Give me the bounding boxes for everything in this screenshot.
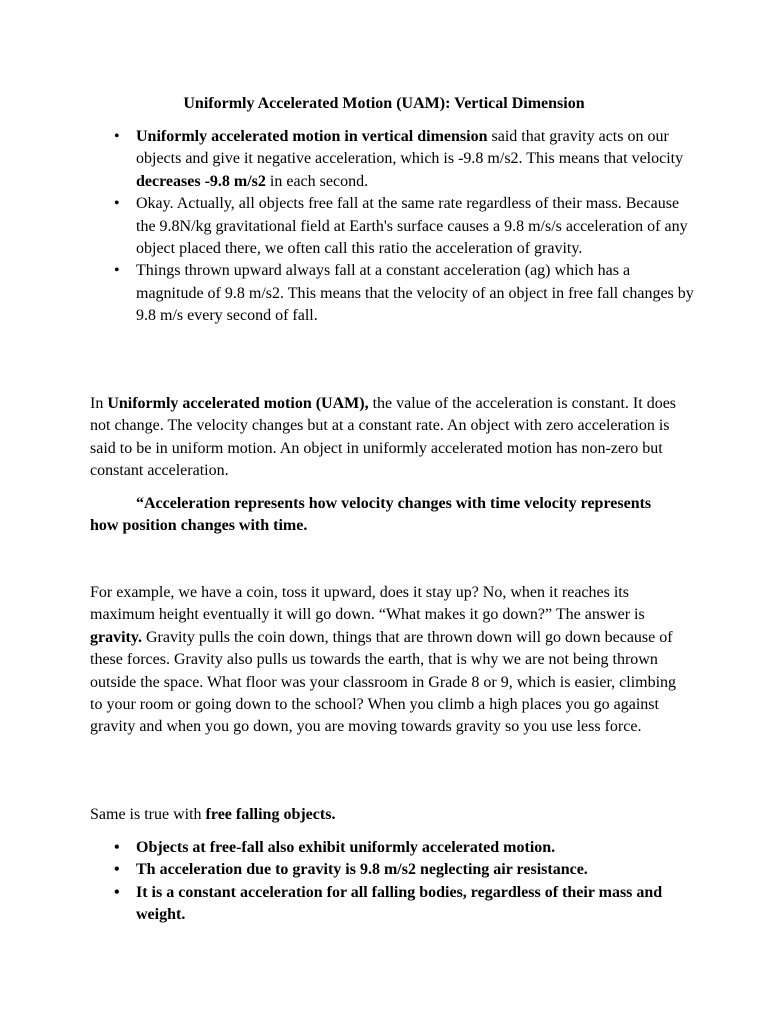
list-item: • Uniformly accelerated motion in vertical dimension said that gravity acts on our objects and give it negative acceleration, which is -9.8 m/s2. This means that velocity decreases -9.8 m/s2 in each second. — [136, 126, 696, 193]
gravity-facts-list — [136, 126, 696, 328]
list-item: • Objects at free-fall also exhibit uniformly accelerated motion. — [136, 837, 676, 859]
free-fall-list — [136, 837, 676, 927]
acceleration-quote: “Acceleration represents how velocity changes with time velocity represents how position changes with time. — [90, 495, 652, 535]
free-fall-intro: Same is true with free falling objects. — [90, 806, 336, 823]
list-item: • Th acceleration due to gravity is 9.8 m/s2 neglecting air resistance. — [136, 859, 676, 881]
bold-term: Uniformly accelerated motion (UAM), — [107, 395, 369, 412]
uam-paragraph: In Uniformly accelerated motion (UAM), the value of the acceleration is constant. It does not change. The velocity changes but at a constant rate. An object with zero acceleration is said to be in uniform motion. An object in uniformly accelerated motion has non-zero but constant acceleration. — [90, 395, 677, 480]
bold-term: decreases -9.8 m/s2 — [136, 172, 266, 190]
coin-example-paragraph: For example, we have a coin, toss it upward, does it stay up? No, when it reaches its maximum height eventually it will go down. “What makes it go down?” The answer is gravity. Gravity pulls the coin down, things that are thrown down will go down because of these forces. Gravity also pulls us towards the earth, that is why we are not being thrown outside the space. What floor was your classroom in Grade 8 or 9, which is easier, climbing to your room or going down to the school? When you climb a high places you go against gravity and when you go down, you are moving towards gravity so you use less force. — [90, 584, 677, 736]
list-item: • Okay. Actually, all objects free fall at the same rate regardless of their mass. Because the 9.8N/kg gravitational field at Earth's surface causes a 9.8 m/s/s acceleration of any object placed there, we often call this ratio the acceleration of gravity. — [136, 193, 696, 260]
list-item: • Things thrown upward always fall at a constant acceleration (ag) which has a magnitude of 9.8 m/s2. This means that the velocity of an object in free fall changes by 9.8 m/s every second of fall. — [136, 260, 696, 327]
list-item: • It is a constant acceleration for all falling bodies, regardless of their mass and weight. — [136, 882, 676, 927]
bold-term: free falling objects. — [205, 806, 336, 823]
bold-term: Uniformly accelerated motion in vertical dimension — [136, 128, 488, 145]
bold-term: gravity. — [90, 628, 142, 646]
document-title: Uniformly Accelerated Motion (UAM): Vertical Dimension — [183, 95, 585, 112]
